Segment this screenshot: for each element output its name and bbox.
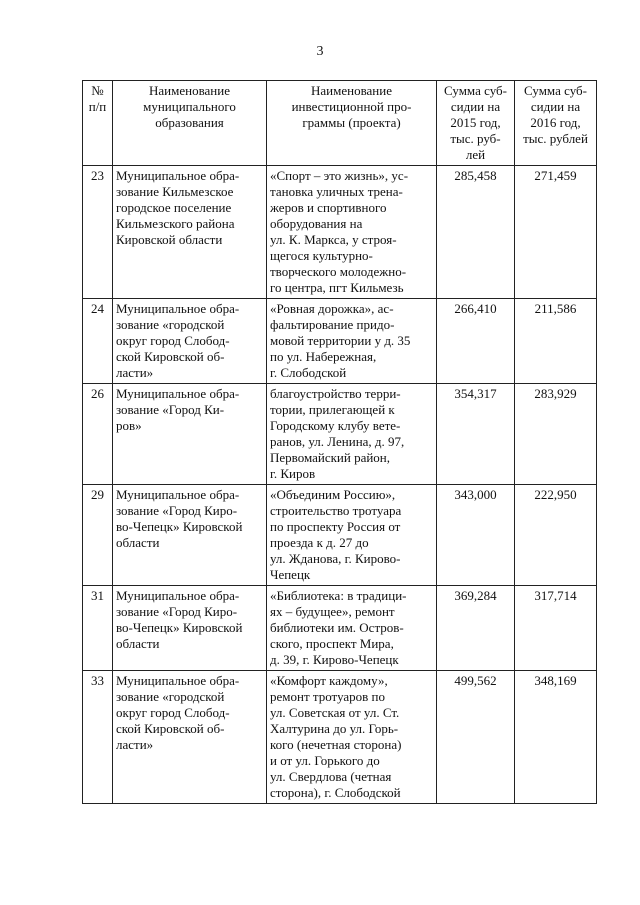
row-number: 26	[83, 384, 113, 485]
row-project: «Комфорт каждому», ремонт тротуаров по ул. Советская от ул. Ст. Халтурина до ул. Горь- кого (нечетная сторона) и от ул. Горького до ул. Свердлова (четная сторона), г. Слободской	[267, 671, 437, 804]
table-row	[83, 671, 597, 804]
row-sum-2016: 211,586	[515, 299, 597, 384]
header-sum-2016: Сумма суб- сидии на 2016 год, тыс. рублей	[515, 81, 597, 166]
row-project: «Ровная дорожка», ас- фальтирование придо- мовой территории у д. 35 по ул. Набережная, г. Слободской	[267, 299, 437, 384]
table-row	[83, 166, 597, 299]
row-sum-2016: 283,929	[515, 384, 597, 485]
row-sum-2015: 285,458	[437, 166, 515, 299]
row-number: 33	[83, 671, 113, 804]
row-sum-2015: 354,317	[437, 384, 515, 485]
header-sum-2015: Сумма суб- сидии на 2015 год, тыс. руб- лей	[437, 81, 515, 166]
row-sum-2015: 499,562	[437, 671, 515, 804]
row-municipality: Муниципальное обра- зование Кильмезское городское поселение Кильмезского района Кировской области	[113, 166, 267, 299]
table-row	[83, 485, 597, 586]
row-sum-2016: 222,950	[515, 485, 597, 586]
header-project: Наименование инвестиционной про- граммы (проекта)	[267, 81, 437, 166]
row-sum-2016: 271,459	[515, 166, 597, 299]
row-number: 23	[83, 166, 113, 299]
row-municipality: Муниципальное обра- зование «Город Ки- ров»	[113, 384, 267, 485]
row-sum-2015: 369,284	[437, 586, 515, 671]
row-project: «Спорт – это жизнь», ус- тановка уличных трена- жеров и спортивного оборудования на ул. К. Маркса, у строя- щегося культурно- творческого молодежно- го центра, пгт Кильмезь	[267, 166, 437, 299]
row-project: «Объединим Россию», строительство тротуара по проспекту Россия от проезда к д. 27 до ул. Жданова, г. Кирово- Чепецк	[267, 485, 437, 586]
row-number: 29	[83, 485, 113, 586]
row-municipality: Муниципальное обра- зование «Город Киро- во-Чепецк» Кировской области	[113, 485, 267, 586]
table-row	[83, 586, 597, 671]
header-number: № п/п	[83, 81, 113, 166]
row-sum-2016: 348,169	[515, 671, 597, 804]
row-municipality: Муниципальное обра- зование «городской округ город Слобод- ской Кировской об- ласти»	[113, 671, 267, 804]
row-sum-2015: 266,410	[437, 299, 515, 384]
row-number: 24	[83, 299, 113, 384]
row-sum-2015: 343,000	[437, 485, 515, 586]
row-project: благоустройство терри- тории, прилегающей к Городскому клубу вете- ранов, ул. Ленина, д. 97, Первомайский район, г. Киров	[267, 384, 437, 485]
table-header-row	[83, 81, 597, 166]
row-number: 31	[83, 586, 113, 671]
table-row	[83, 384, 597, 485]
header-municipality: Наименование муниципального образования	[113, 81, 267, 166]
page-number: 3	[316, 44, 324, 59]
row-municipality: Муниципальное обра- зование «городской округ город Слобод- ской Кировской об- ласти»	[113, 299, 267, 384]
subsidy-table	[82, 80, 597, 804]
row-sum-2016: 317,714	[515, 586, 597, 671]
table-row	[83, 299, 597, 384]
row-municipality: Муниципальное обра- зование «Город Киро- во-Чепецк» Кировской области	[113, 586, 267, 671]
row-project: «Библиотека: в традици- ях – будущее», ремонт библиотеки им. Остров- ского, проспект Мира, д. 39, г. Кирово-Чепецк	[267, 586, 437, 671]
